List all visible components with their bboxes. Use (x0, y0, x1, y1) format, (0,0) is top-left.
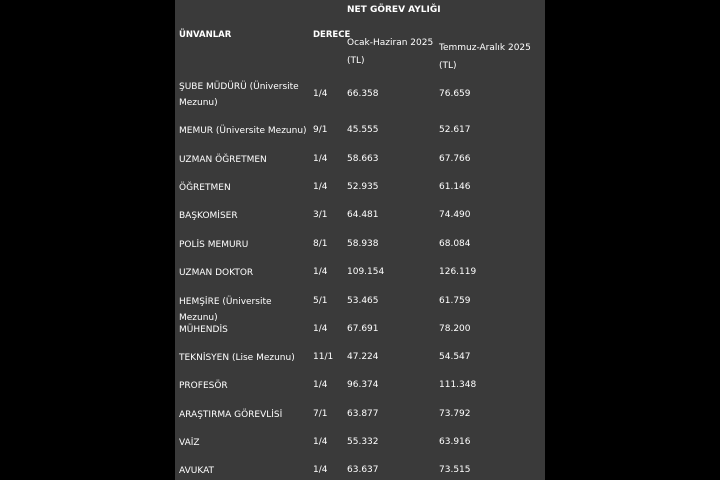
row-derece: 1/4 (313, 154, 328, 164)
row-title: TEKNİSYEN (Lise Mezunu) (179, 353, 295, 363)
row-temmuz-aralik: 78.200 (439, 324, 471, 334)
row-derece: 8/1 (313, 239, 328, 249)
row-derece: 9/1 (313, 125, 328, 135)
row-ocak-haziran: 45.555 (347, 125, 379, 135)
row-temmuz-aralik: 61.759 (439, 296, 471, 306)
row-title: BAŞKOMİSER (179, 211, 238, 221)
row-derece: 1/4 (313, 267, 328, 277)
row-ocak-haziran: 55.332 (347, 437, 379, 447)
row-title: PROFESÖR (179, 381, 228, 391)
row-ocak-haziran: 58.938 (347, 239, 379, 249)
row-title: AVUKAT (179, 466, 215, 476)
row-temmuz-aralik: 68.084 (439, 239, 471, 249)
row-temmuz-aralik: 54.547 (439, 352, 471, 362)
salary-table-panel (175, 0, 545, 480)
header-derece: DERECE (313, 30, 351, 40)
row-temmuz-aralik: 73.792 (439, 409, 471, 419)
row-ocak-haziran: 63.637 (347, 465, 379, 475)
row-ocak-haziran: 47.224 (347, 352, 379, 362)
row-ocak-haziran: 96.374 (347, 380, 379, 390)
row-ocak-haziran: 58.663 (347, 154, 379, 164)
row-derece: 1/4 (313, 324, 328, 334)
row-derece: 5/1 (313, 296, 328, 306)
header-group-label: NET GÖREV AYLIĞI (347, 5, 441, 15)
row-temmuz-aralik: 63.916 (439, 437, 471, 447)
row-title: ÖĞRETMEN (179, 183, 231, 193)
row-temmuz-aralik: 74.490 (439, 210, 471, 220)
row-derece: 1/4 (313, 465, 328, 475)
row-derece: 3/1 (313, 210, 328, 220)
row-title: POLİS MEMURU (179, 240, 249, 250)
row-title: MEMUR (Üniversite Mezunu) (179, 126, 307, 136)
row-derece: 7/1 (313, 409, 328, 419)
row-ocak-haziran: 109.154 (347, 267, 385, 277)
row-derece: 1/4 (313, 380, 328, 390)
row-title: VAİZ (179, 438, 200, 448)
row-temmuz-aralik: 76.659 (439, 89, 471, 99)
row-temmuz-aralik: 111.348 (439, 380, 477, 390)
row-title: ŞUBE MÜDÜRÜ (Üniversite Mezunu) (179, 82, 299, 108)
row-temmuz-aralik: 67.766 (439, 154, 471, 164)
row-temmuz-aralik: 126.119 (439, 267, 477, 277)
row-ocak-haziran: 64.481 (347, 210, 379, 220)
row-title: ARAŞTIRMA GÖREVLİSİ (179, 410, 283, 420)
row-temmuz-aralik: 73.515 (439, 465, 471, 475)
row-derece: 1/4 (313, 182, 328, 192)
header-unvanlar: ÜNVANLAR (179, 30, 232, 40)
row-title: HEMŞİRE (Üniversite Mezunu) (179, 297, 272, 323)
row-temmuz-aralik: 52.617 (439, 125, 471, 135)
row-ocak-haziran: 67.691 (347, 324, 379, 334)
row-derece: 11/1 (313, 352, 334, 362)
row-temmuz-aralik: 61.146 (439, 182, 471, 192)
row-ocak-haziran: 53.465 (347, 296, 379, 306)
row-ocak-haziran: 63.877 (347, 409, 379, 419)
row-ocak-haziran: 66.358 (347, 89, 379, 99)
row-derece: 1/4 (313, 89, 328, 99)
header-ocak-haziran: Ocak-Haziran 2025 (TL) (347, 38, 434, 66)
row-ocak-haziran: 52.935 (347, 182, 379, 192)
row-title: UZMAN ÖĞRETMEN (179, 155, 267, 165)
row-derece: 1/4 (313, 437, 328, 447)
row-title: MÜHENDİS (179, 325, 228, 335)
row-title: UZMAN DOKTOR (179, 268, 254, 278)
header-temmuz-aralik: Temmuz-Aralık 2025 (TL) (439, 43, 531, 71)
